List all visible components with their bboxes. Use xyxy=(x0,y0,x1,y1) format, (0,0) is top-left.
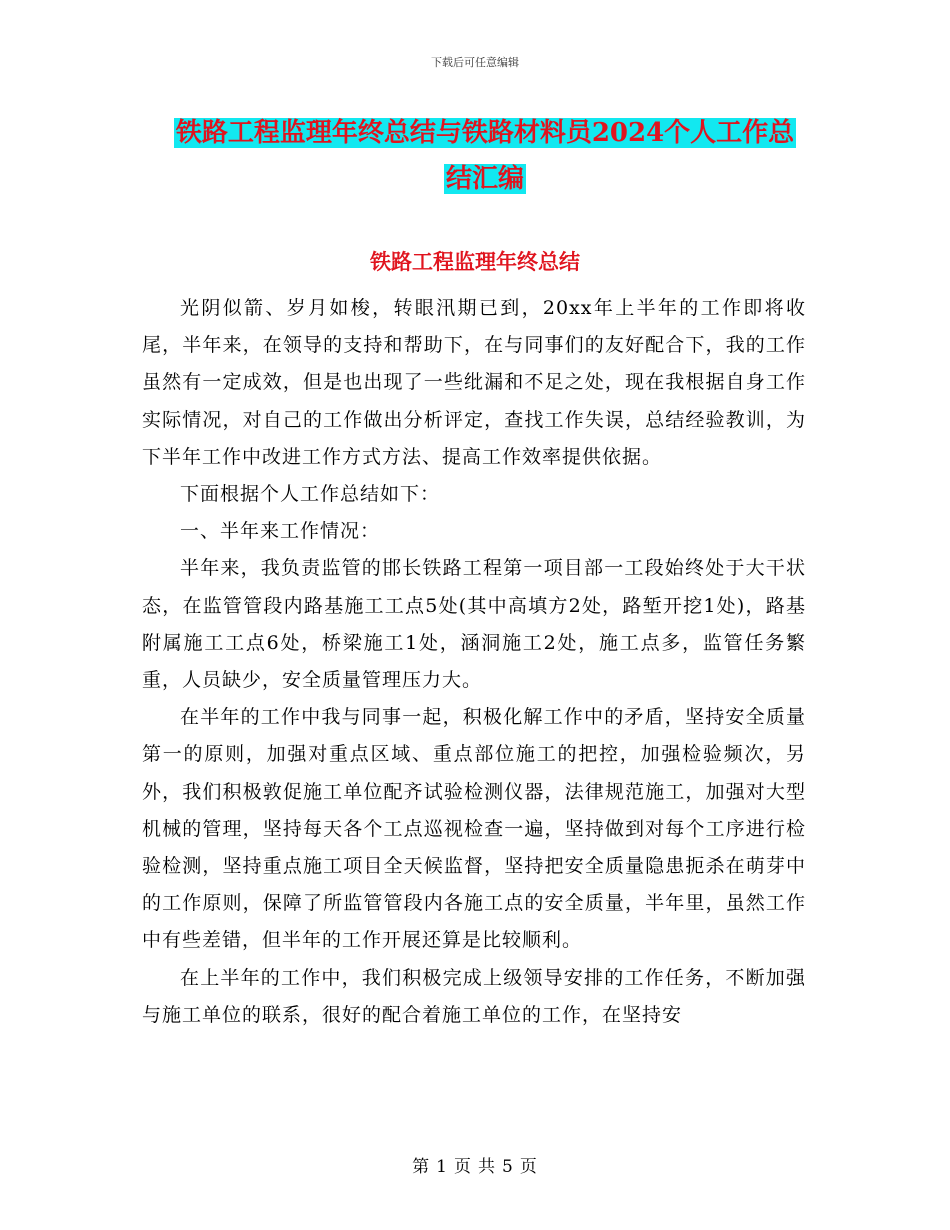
page-footer xyxy=(0,1152,950,1177)
body-text xyxy=(142,290,806,1034)
paragraph: 在半年的工作中我与同事一起，积极化解工作中的矛盾，坚持安全质量第一的原则，加强对重点区域、重点部位施工的把控，加强检验频次，另外，我们积极敦促施工单位配齐试验检测仪器，法律规范施工，加强对大型机械的管理，坚持每天各个工点巡视检查一遍，坚持做到对每个工序进行检验检测，坚持重点施工项目全天候监督，坚持把安全质量隐患扼杀在萌芽中的工作原则，保障了所监管管段内各施工点的安全质量，半年里，虽然工作中有些差错，但半年的工作开展还算是比较顺利。 xyxy=(142,706,806,952)
main-title xyxy=(140,110,830,202)
header-note: 下载后可任意编辑 xyxy=(431,56,519,69)
footer-total-pages: 5 xyxy=(502,1157,514,1177)
footer-total-word: 共 xyxy=(478,1157,496,1177)
footer-page-word: 页 xyxy=(454,1157,472,1177)
footer-prefix: 第 xyxy=(412,1157,431,1177)
main-title-line-2: 结汇编 xyxy=(445,164,524,194)
paragraph: 在上半年的工作中，我们积极完成上级领导安排的工作任务，不断加强与施工单位的联系，很好的配合着施工单位的工作，在坚持安 xyxy=(142,966,806,1026)
footer-suffix: 页 xyxy=(519,1157,538,1177)
footer-page-number: 1 xyxy=(436,1157,448,1177)
section-title: 铁路工程监理年终总结 xyxy=(370,249,580,274)
paragraph: 下面根据个人工作总结如下： xyxy=(180,483,441,506)
paragraph: 光阴似箭、岁月如梭，转眼汛期已到，20xx年上半年的工作即将收尾，半年来，在领导的支持和帮助下，在与同事们的友好配合下，我的工作虽然有一定成效，但是也出现了一些纰漏和不足之处，现在我根据自身工作实际情况，对自己的工作做出分析评定，查找工作失误，总结经验教训，为下半年工作中改进工作方式方法、提高工作效率提供依据。 xyxy=(142,297,806,468)
paragraph: 半年来，我负责监管的邯长铁路工程第一项目部一工段始终处于大干状态，在监管管段内路基施工工点5处(其中高填方2处，路堑开挖1处)，路基附属施工工点6处，桥梁施工1处，涵洞施工2处，施工点多，监管任务繁重，人员缺少，安全质量管理压力大。 xyxy=(142,557,806,692)
paragraph: 一、半年来工作情况： xyxy=(180,520,381,543)
main-title-line-1: 铁路工程监理年终总结与铁路材料员2024个人工作总 xyxy=(175,118,795,148)
